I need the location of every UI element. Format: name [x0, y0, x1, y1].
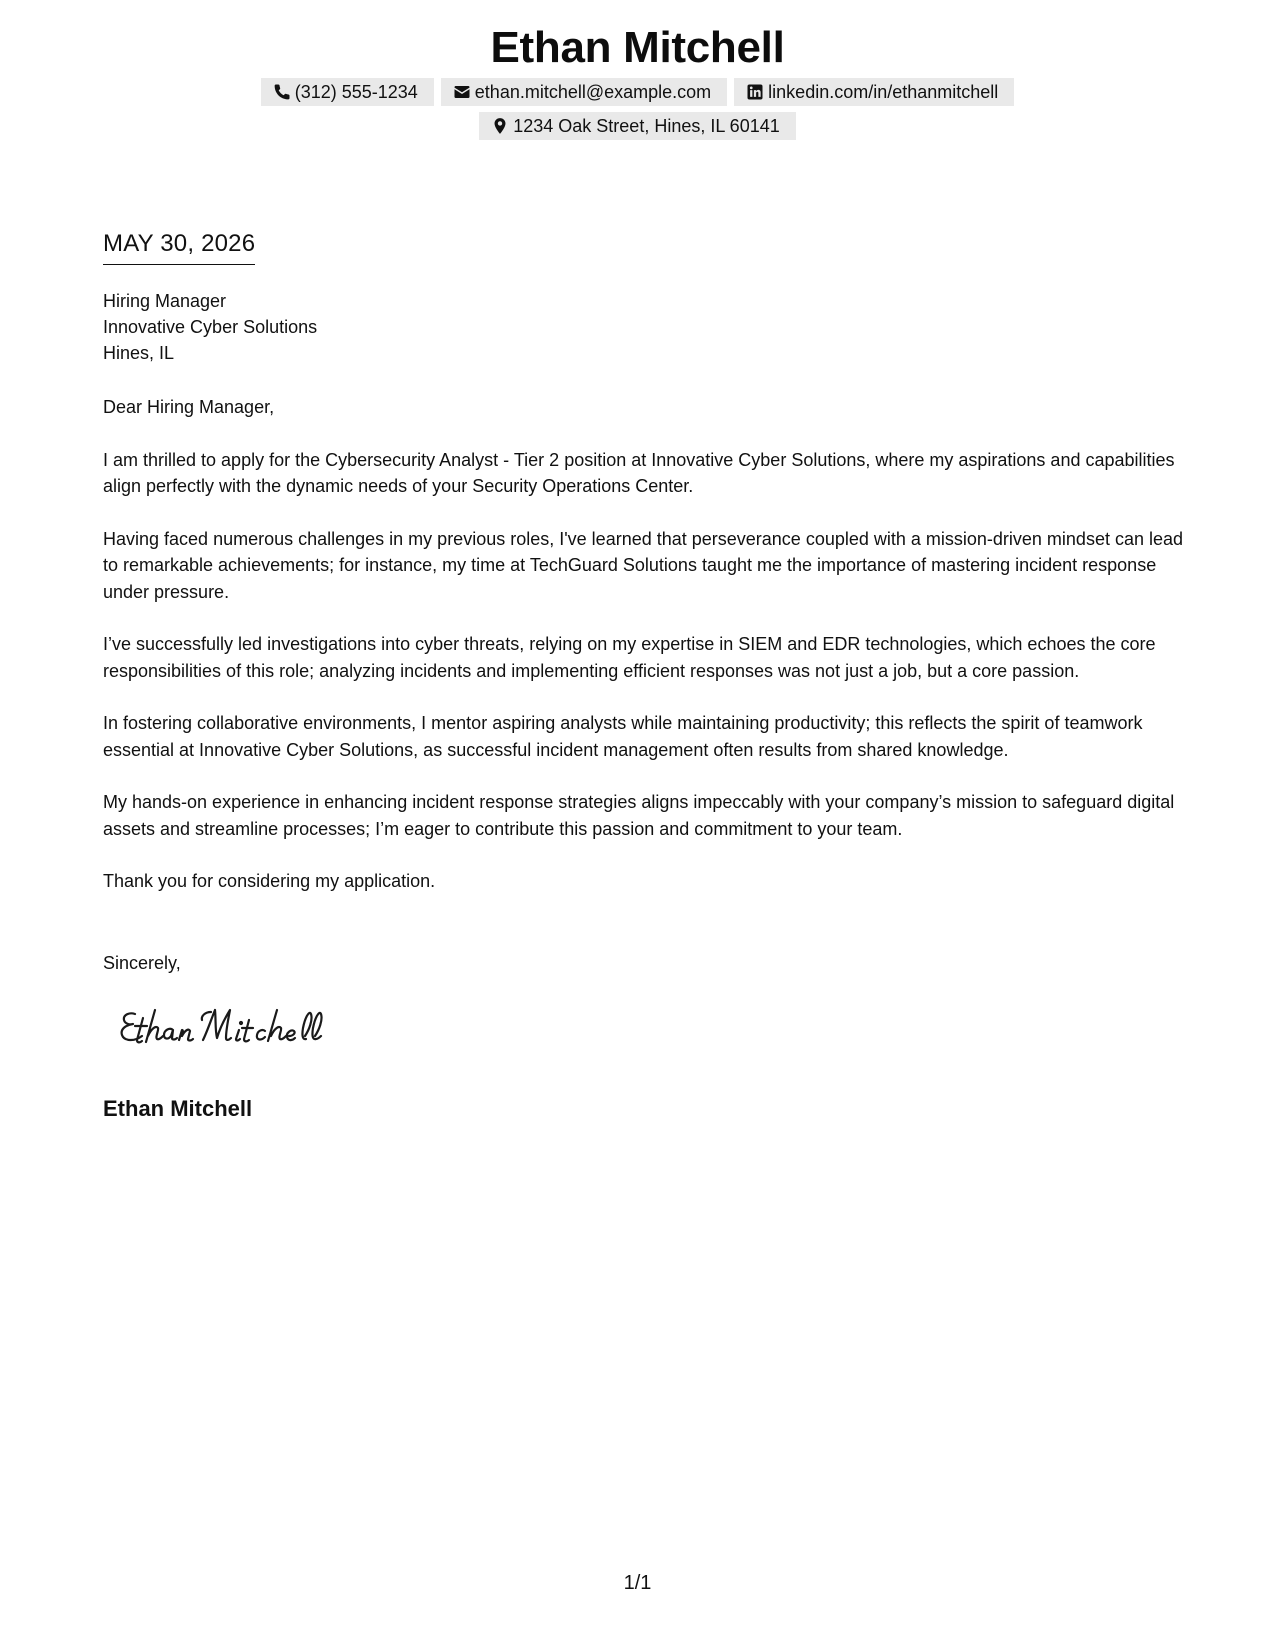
envelope-icon: [453, 83, 471, 101]
phone-text: (312) 555-1234: [294, 81, 418, 102]
contact-email[interactable]: [441, 78, 727, 106]
contact-phone: [261, 78, 434, 106]
handwritten-signature: [115, 1000, 355, 1056]
page-number: 1/1: [623, 1572, 652, 1594]
recipient-block: [103, 288, 317, 366]
map-pin-icon: [491, 117, 509, 135]
recipient-location: Hines, IL: [103, 343, 175, 363]
letter-header: [0, 20, 1275, 140]
body-paragraph: I am thrilled to apply for the Cybersecurity Analyst - Tier 2 position at Innovative Cyber Solutions, where my aspirations and capabilities align perfectly with the dynamic needs of your Security Operations Center.: [103, 449, 1175, 496]
body-paragraph: I’ve successfully led investigations into cyber threats, relying on my expertise in SIEM and EDR technologies, which echoes the core responsibilities of this role; analyzing incidents and implementing efficient responses was not just a job, but a core passion.: [103, 634, 1156, 681]
body-paragraph: Thank you for considering my application.: [103, 871, 436, 891]
contact-address: [479, 112, 796, 140]
body-paragraph: My hands-on experience in enhancing incident response strategies aligns impeccably with your company’s mission to safeguard digital assets and streamline processes; I’m eager to contribute this passion and commitment to your team.: [103, 792, 1175, 839]
recipient-company: Innovative Cyber Solutions: [103, 317, 318, 337]
signer-name: Ethan Mitchell: [103, 1096, 253, 1121]
applicant-name: Ethan Mitchell: [490, 23, 785, 72]
contact-row-secondary: [0, 112, 1275, 140]
address-text: 1234 Oak Street, Hines, IL 60141: [513, 115, 780, 136]
linkedin-text: linkedin.com/in/ethanmitchell: [768, 81, 999, 102]
body-paragraph: In fostering collaborative environments, I mentor aspiring analysts while maintaining productivity; this reflects the spirit of teamwork essential at Innovative Cyber Solutions, as successful incident management often results from shared knowledge.: [103, 713, 1143, 760]
salutation: Dear Hiring Manager,: [103, 397, 275, 417]
letter-body: [103, 394, 1188, 921]
closing: Sincerely,: [103, 953, 181, 973]
recipient-title: Hiring Manager: [103, 291, 227, 311]
phone-icon: [273, 83, 291, 101]
body-paragraph: Having faced numerous challenges in my previous roles, I've learned that perseverance coupled with a mission-driven mindset can lead to remarkable achievements; for instance, my time at TechGuard Solutions taught me the importance of mastering incident response under pressure.: [103, 528, 1184, 602]
contact-linkedin[interactable]: [734, 78, 1014, 106]
linkedin-icon: [746, 83, 764, 101]
contact-row-primary: [0, 78, 1275, 106]
email-text: ethan.mitchell@example.com: [474, 81, 712, 102]
letter-date: MAY 30, 2026: [103, 228, 255, 265]
